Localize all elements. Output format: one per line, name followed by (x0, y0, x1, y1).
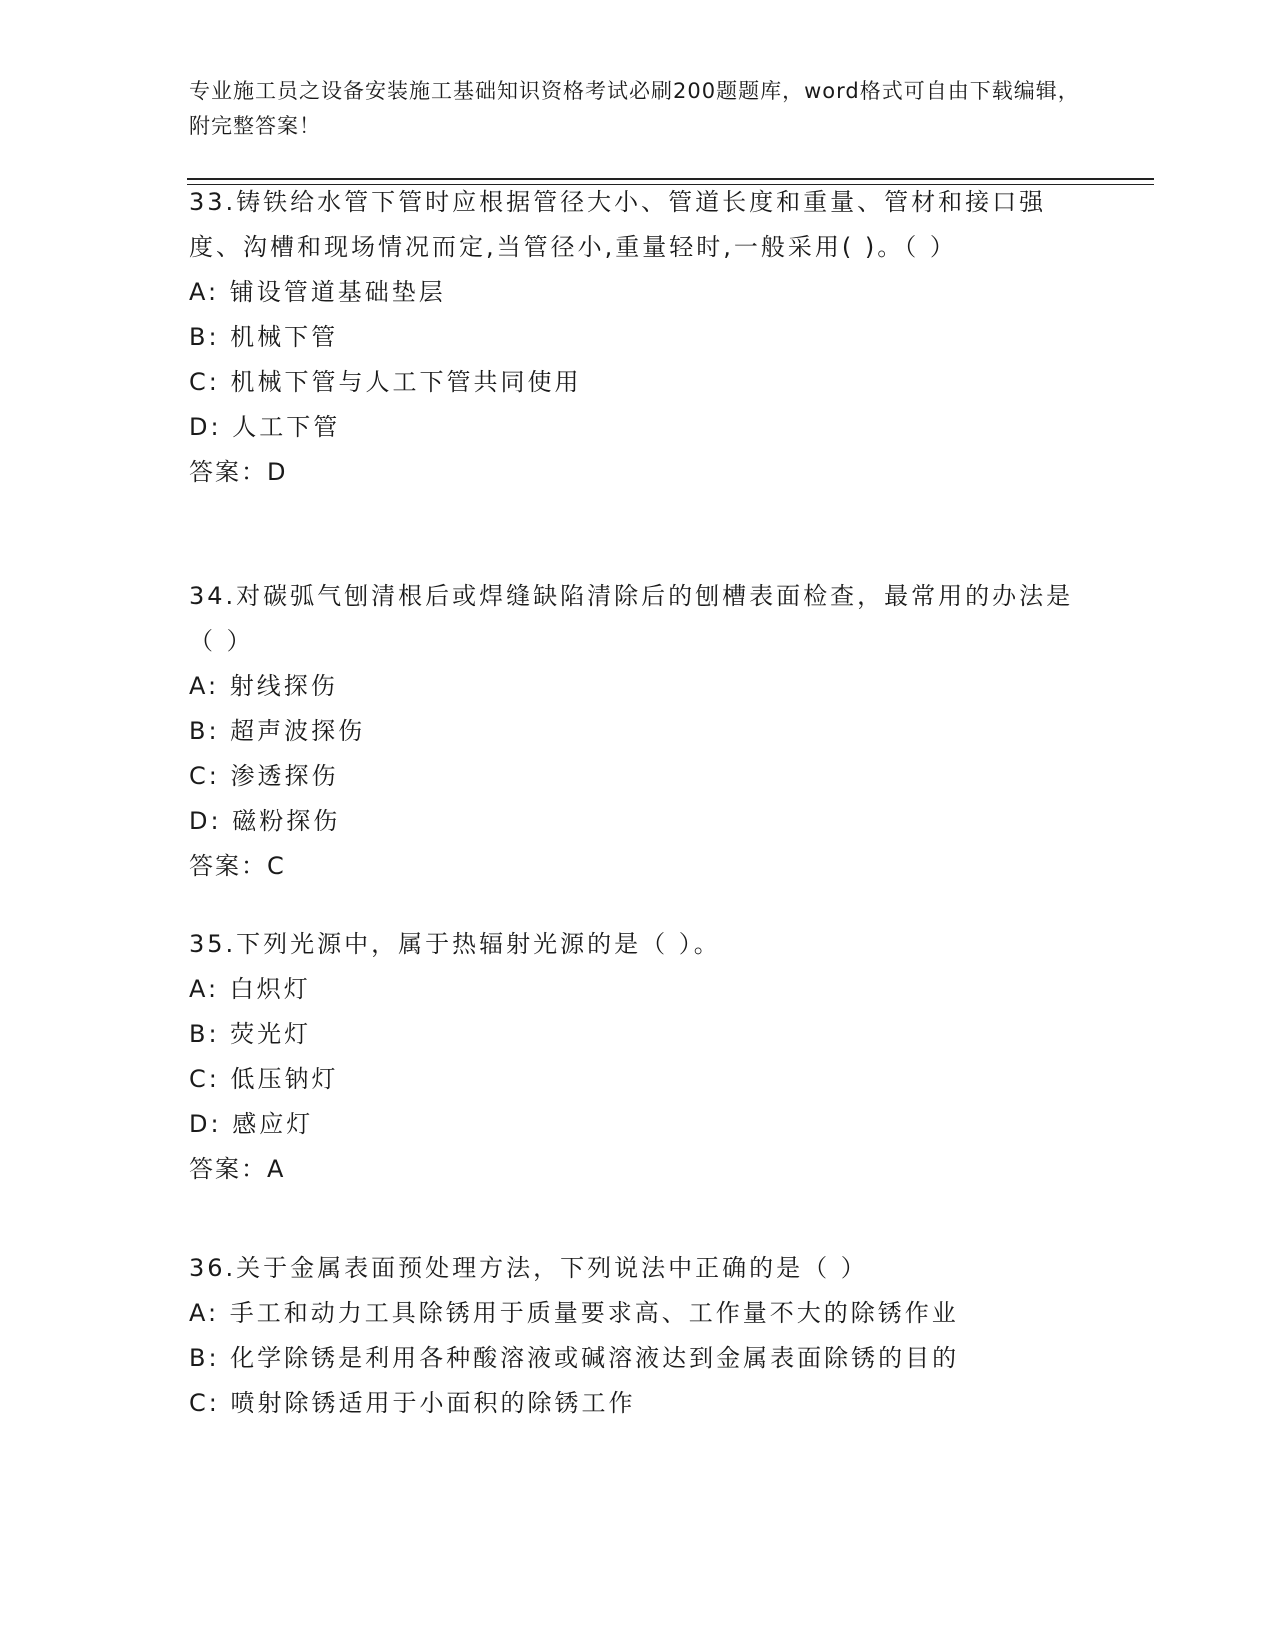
answer-line (189, 450, 1089, 495)
option-c: C: 低压钠灯 (189, 1065, 339, 1093)
option-a: A: 手工和动力工具除锈用于质量要求高、工作量不大的除锈作业 (189, 1299, 959, 1327)
option-b: B: 化学除锈是利用各种酸溶液或碱溶液达到金属表面除锈的目的 (189, 1344, 960, 1372)
question-text: 33.铸铁给水管下管时应根据管径大小、管道长度和重量、管材和接口强度、沟槽和现场情况而定,当管径小,重量轻时,一般采用( )。（ ） (189, 188, 1047, 261)
option-b: B: 荧光灯 (189, 1020, 312, 1048)
answer-line (189, 844, 1089, 889)
question-text: 34.对碳弧气刨清根后或焊缝缺陷清除后的刨槽表面检查，最常用的办法是（ ） (189, 582, 1074, 655)
option-c: C: 喷射除锈适用于小面积的除锈工作 (189, 1389, 636, 1417)
option-b: B: 机械下管 (189, 323, 339, 351)
option-a: A: 射线探伤 (189, 672, 338, 700)
question-36 (189, 1246, 1089, 1426)
option-c: C: 机械下管与人工下管共同使用 (189, 368, 582, 396)
option-d: D: 磁粉探伤 (189, 807, 341, 835)
answer-label: 答案： (189, 1155, 267, 1183)
option-b: B: 超声波探伤 (189, 717, 366, 745)
question-text: 35.下列光源中，属于热辐射光源的是（ ）。 (189, 930, 721, 958)
answer-value: A (267, 1155, 285, 1183)
question-35 (189, 922, 1089, 1192)
answer-value: D (267, 458, 287, 486)
option-d: D: 感应灯 (189, 1110, 314, 1138)
question-text: 36.关于金属表面预处理方法，下列说法中正确的是（ ） (189, 1254, 868, 1282)
document-header: 专业施工员之设备安装施工基础知识资格考试必刷200题题库，word格式可自由下载编辑，附完整答案！ (189, 79, 1080, 138)
option-d: D: 人工下管 (189, 413, 341, 441)
option-c: C: 渗透探伤 (189, 762, 339, 790)
answer-label: 答案： (189, 458, 267, 486)
option-a: A: 铺设管道基础垫层 (189, 278, 446, 306)
option-a: A: 白炽灯 (189, 975, 311, 1003)
question-33 (189, 180, 1089, 495)
question-34 (189, 574, 1089, 889)
answer-value: C (267, 852, 285, 880)
answer-line (189, 1147, 1089, 1192)
answer-label: 答案： (189, 852, 267, 880)
